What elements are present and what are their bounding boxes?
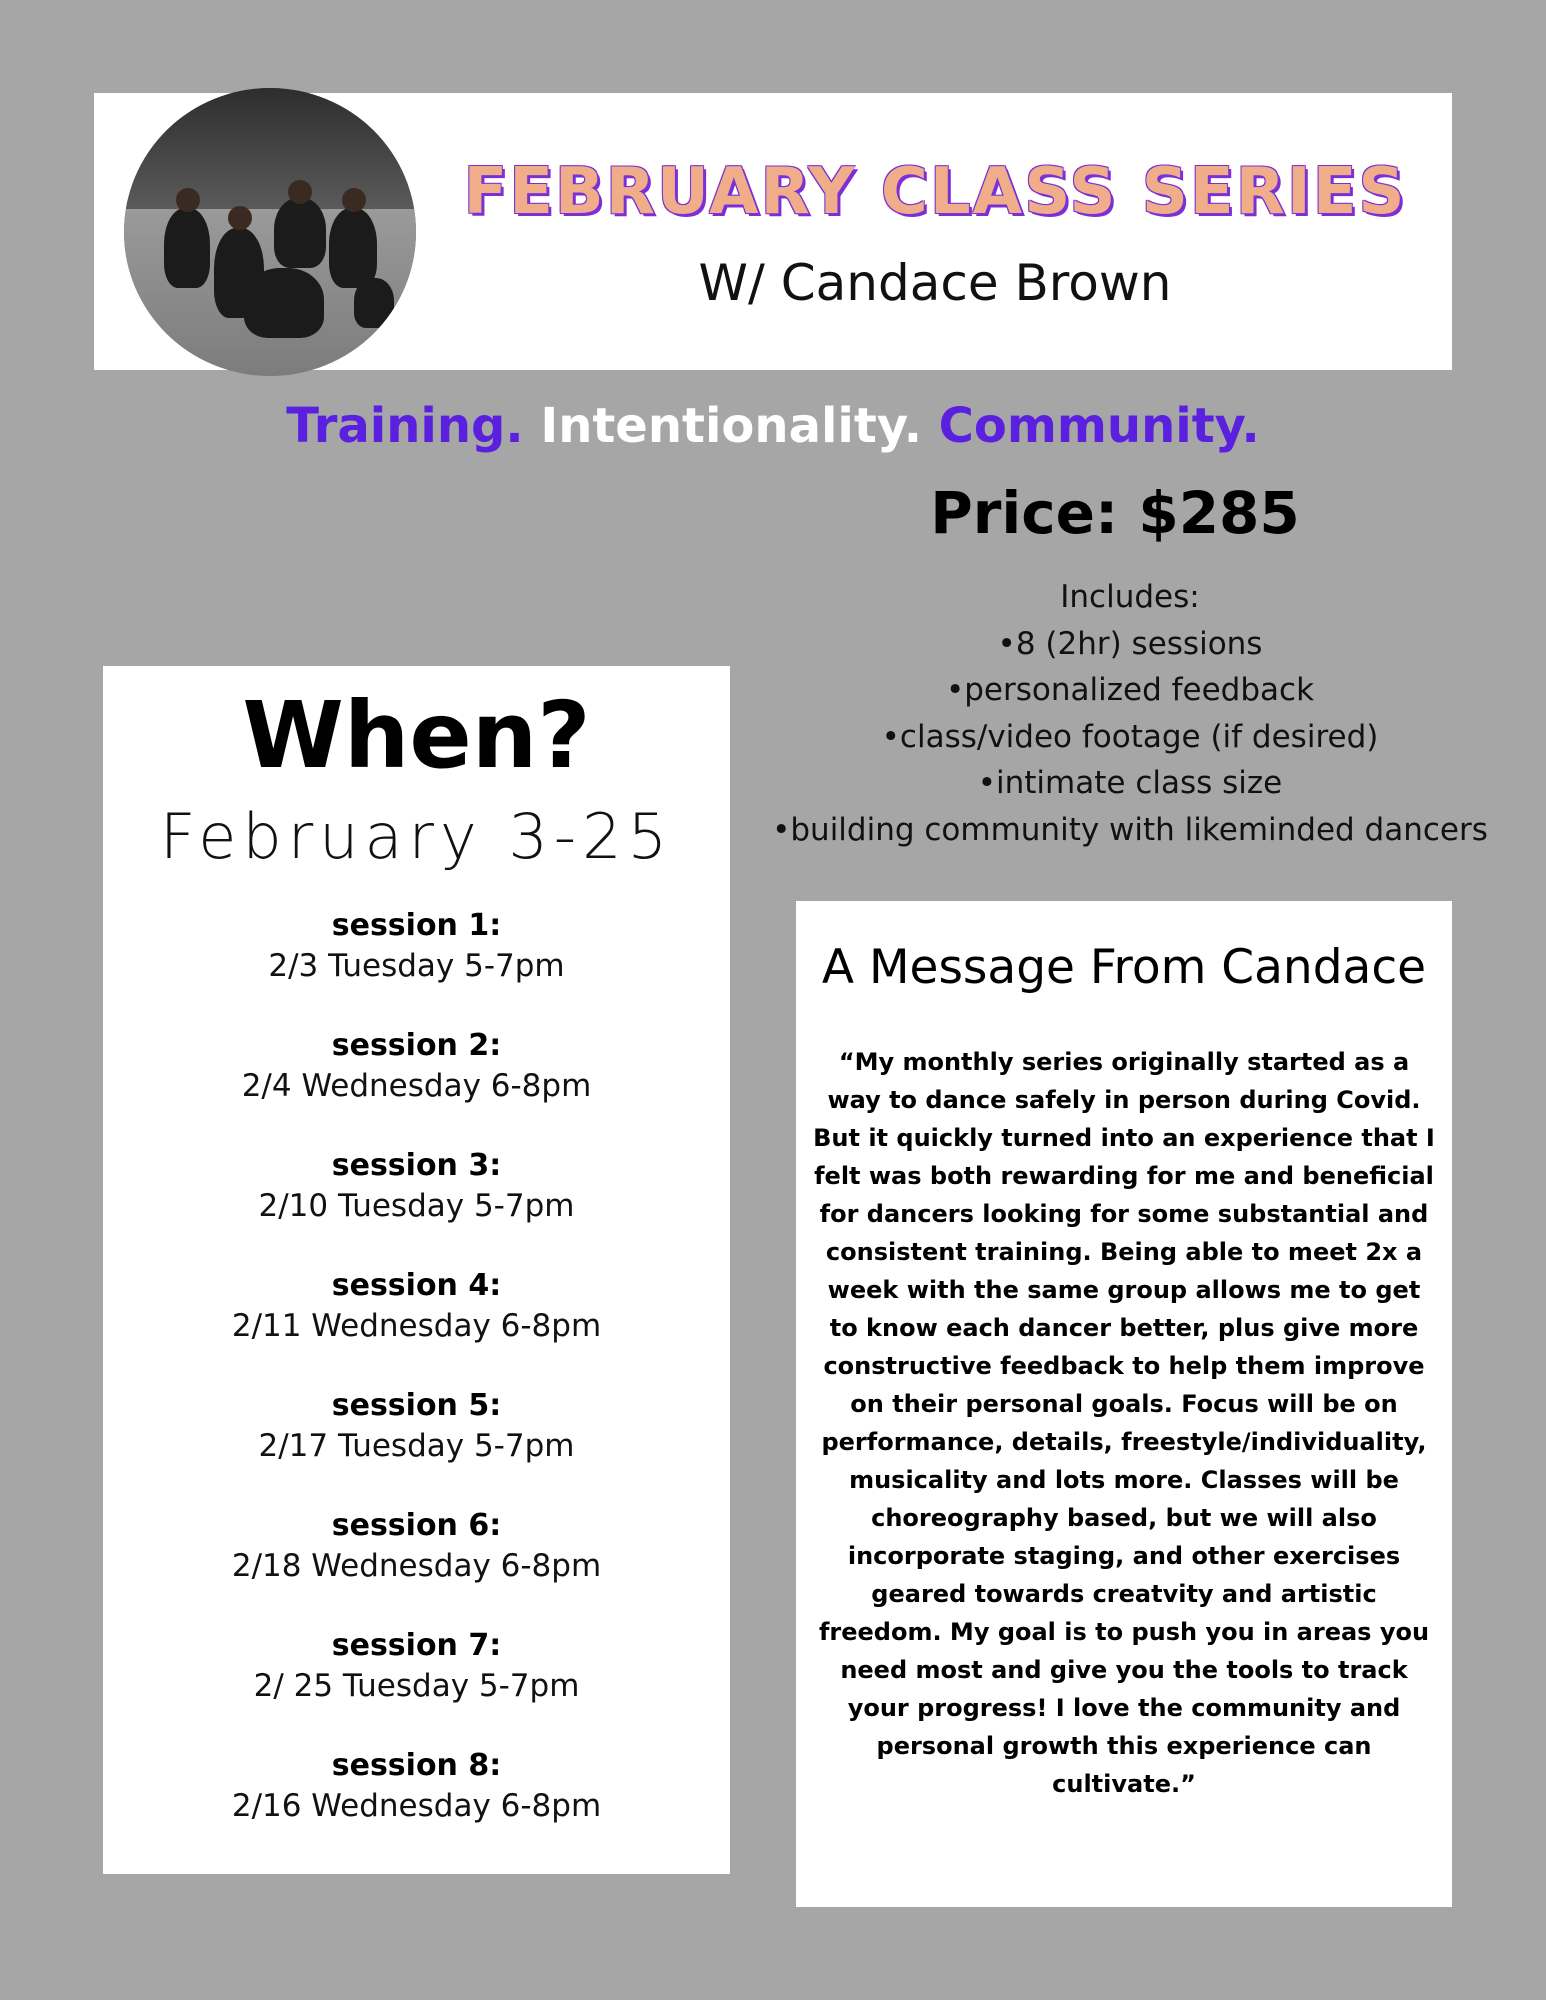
session-item	[103, 1746, 730, 1866]
session-label: session 7:	[331, 1628, 502, 1663]
session-label: session 8:	[331, 1748, 502, 1783]
includes-item: •intimate class size	[977, 765, 1283, 801]
tagline-community: Community.	[938, 398, 1260, 454]
includes-item: •personalized feedback	[945, 672, 1315, 708]
message-line: “My monthly series originally started as a	[838, 1048, 1410, 1076]
session-item	[103, 1026, 730, 1146]
session-label: session 3:	[331, 1148, 502, 1183]
message-line: constructive feedback to help them improve	[823, 1352, 1425, 1380]
message-line: on their personal goals. Focus will be on	[850, 1390, 1398, 1418]
session-item	[103, 1386, 730, 1506]
tagline	[0, 400, 1546, 453]
tagline-intentionality: Intentionality.	[540, 398, 922, 454]
session-label: session 6:	[331, 1508, 502, 1543]
includes-heading: Includes:	[1060, 579, 1200, 615]
includes-list	[740, 574, 1520, 853]
session-item	[103, 906, 730, 1026]
message-title: A Message From Candace	[821, 940, 1427, 995]
message-line: performance, details, freestyle/individuality,	[821, 1428, 1427, 1456]
instructor-subtitle: W/ Candace Brown	[698, 254, 1172, 312]
session-item	[103, 1506, 730, 1626]
session-label: session 1:	[331, 908, 502, 943]
tagline-training: Training.	[286, 398, 524, 454]
class-group-photo	[124, 88, 416, 376]
message-line: freedom. My goal is to push you in areas you	[818, 1618, 1430, 1646]
session-label: session 5:	[331, 1388, 502, 1423]
message-line: cultivate.”	[1052, 1770, 1196, 1798]
session-label: session 2:	[331, 1028, 502, 1063]
message-line: felt was both rewarding for me and beneficial	[814, 1162, 1434, 1190]
schedule-dates: February 3-25	[159, 800, 674, 873]
includes-item: •class/video footage (if desired)	[881, 718, 1379, 755]
session-time: 2/ 25 Tuesday 5-7pm	[253, 1668, 580, 1704]
message-line: personal growth this experience can	[876, 1732, 1372, 1760]
message-body	[800, 1043, 1448, 1803]
session-item	[103, 1146, 730, 1266]
session-time: 2/11 Wednesday 6-8pm	[231, 1308, 602, 1344]
message-line: geared towards creatvity and artistic	[871, 1580, 1377, 1608]
message-line: your progress! I love the community and	[847, 1694, 1401, 1722]
message-line: consistent training. Being able to meet 2x a	[825, 1238, 1423, 1266]
includes-item: •8 (2hr) sessions	[997, 625, 1263, 662]
session-item	[103, 1266, 730, 1386]
price-label: Price: $285	[930, 479, 1300, 547]
session-time: 2/3 Tuesday 5-7pm	[268, 948, 565, 984]
session-list	[103, 906, 730, 1866]
message-line: incorporate staging, and other exercises	[847, 1542, 1401, 1570]
session-item	[103, 1626, 730, 1746]
schedule-title: When?	[242, 682, 591, 789]
message-line: choreography based, but we will also	[871, 1504, 1377, 1532]
session-time: 2/16 Wednesday 6-8pm	[231, 1788, 602, 1824]
includes-item: •building community with likeminded dancers	[772, 811, 1488, 848]
session-time: 2/18 Wednesday 6-8pm	[231, 1548, 602, 1584]
session-time: 2/17 Tuesday 5-7pm	[258, 1428, 575, 1464]
message-line: for dancers looking for some substantial and	[819, 1200, 1429, 1228]
message-line: musicality and lots more. Classes will be	[849, 1466, 1399, 1494]
session-label: session 4:	[331, 1268, 502, 1303]
message-line: to know each dancer better, plus give more	[829, 1314, 1419, 1342]
message-line: need most and give you the tools to track	[840, 1656, 1408, 1684]
message-line: way to dance safely in person during Covid.	[827, 1086, 1421, 1114]
page-title: FEBRUARY CLASS SERIES	[463, 155, 1407, 229]
message-line: But it quickly turned into an experience that I	[813, 1124, 1435, 1152]
session-time: 2/10 Tuesday 5-7pm	[258, 1188, 575, 1224]
message-line: week with the same group allows me to get	[827, 1276, 1421, 1304]
session-time: 2/4 Wednesday 6-8pm	[241, 1068, 592, 1104]
